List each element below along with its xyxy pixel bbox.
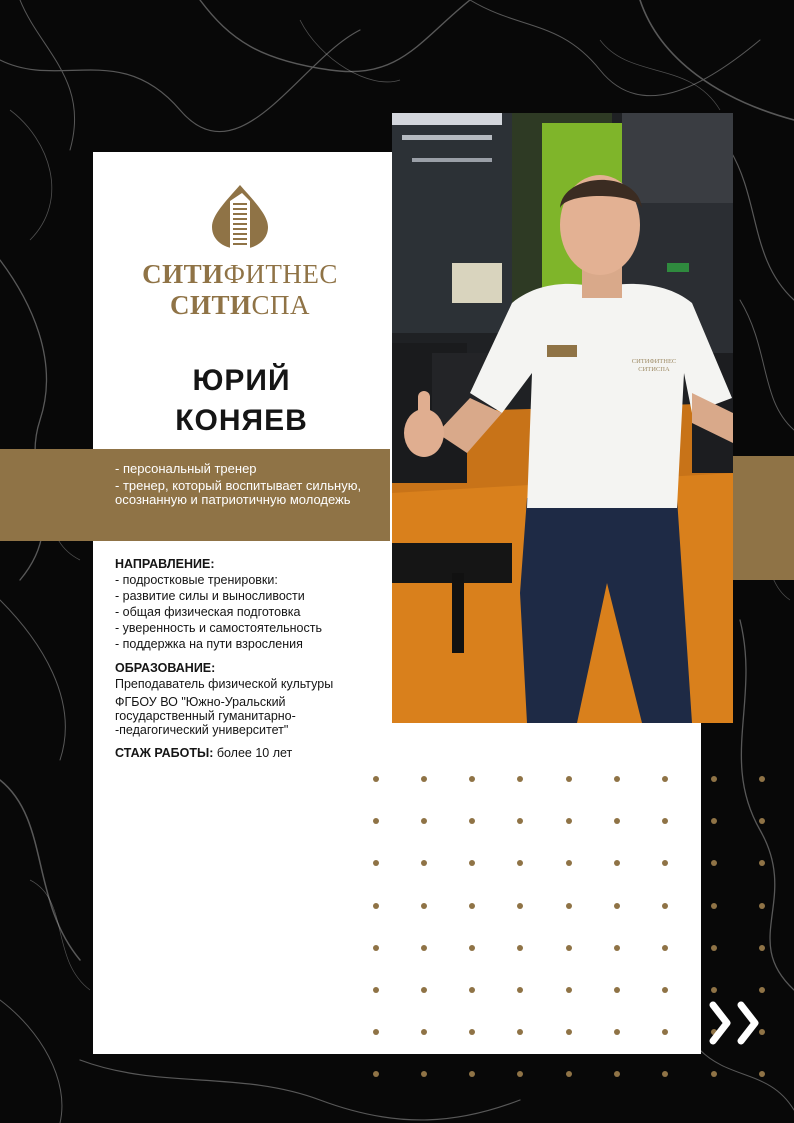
accent-band-right — [733, 456, 794, 580]
decor-dot — [566, 1071, 572, 1077]
decor-dot — [373, 903, 379, 909]
decor-dot — [469, 776, 475, 782]
brand-line-2 — [140, 290, 340, 321]
decor-dot — [662, 1029, 668, 1035]
decor-dot — [759, 987, 765, 993]
decor-dot — [469, 1071, 475, 1077]
decor-dot — [373, 945, 379, 951]
decor-dot — [566, 860, 572, 866]
education-university-line: государственный гуманитарно- — [115, 709, 296, 723]
brand-line-1-rest: ФИТНЕС — [223, 259, 338, 289]
double-chevron-right-icon — [709, 999, 765, 1047]
decor-dot — [662, 818, 668, 824]
education-university — [115, 695, 385, 737]
decor-dot — [662, 860, 668, 866]
decor-dot — [711, 860, 717, 866]
decor-dot — [662, 1071, 668, 1077]
decor-dot — [469, 1029, 475, 1035]
shirt-logo-line1: СИТИФИТНЕС — [631, 358, 677, 365]
decor-dot — [517, 903, 523, 909]
decor-dot — [711, 903, 717, 909]
decor-dot — [421, 1071, 427, 1077]
direction-item: - развитие силы и выносливости — [115, 589, 305, 603]
brand-line-2-rest: СПА — [251, 290, 311, 320]
decor-dot — [469, 903, 475, 909]
experience-label: СТАЖ РАБОТЫ: — [115, 746, 214, 760]
decor-dot — [373, 860, 379, 866]
decor-dot — [614, 1029, 620, 1035]
brand-line-2-bold: СИТИ — [169, 290, 252, 320]
direction-heading: НАПРАВЛЕНИЕ: — [115, 557, 215, 571]
last-name: КОНЯЕВ — [175, 404, 308, 437]
direction-item: - общая физическая подготовка — [115, 605, 301, 619]
decor-dot — [421, 1029, 427, 1035]
decor-dot — [614, 903, 620, 909]
decor-dot — [421, 860, 427, 866]
decor-dot — [469, 860, 475, 866]
first-name: ЮРИЙ — [192, 364, 291, 397]
trainer-photo — [392, 113, 733, 723]
decor-dot — [614, 776, 620, 782]
education-university-line: ФГБОУ ВО "Южно-Уральский — [115, 695, 286, 709]
decor-dot — [759, 818, 765, 824]
decor-dot — [373, 818, 379, 824]
education-heading: ОБРАЗОВАНИЕ: — [115, 661, 216, 675]
decor-dot — [759, 776, 765, 782]
decor-dot — [759, 903, 765, 909]
decor-dot — [711, 1071, 717, 1077]
roles-list — [115, 462, 380, 510]
decor-dot — [421, 945, 427, 951]
decor-dot — [373, 1071, 379, 1077]
shirt-logo — [624, 358, 684, 374]
decor-dot — [517, 818, 523, 824]
decor-dot — [662, 987, 668, 993]
decor-dot — [373, 1029, 379, 1035]
decor-dot — [469, 945, 475, 951]
decor-dot — [566, 945, 572, 951]
decor-dot — [759, 945, 765, 951]
decor-dot — [566, 776, 572, 782]
decor-dot — [421, 987, 427, 993]
decor-dot — [517, 1029, 523, 1035]
decor-dot — [421, 818, 427, 824]
decor-dot — [566, 818, 572, 824]
tower-drop-icon — [210, 183, 270, 251]
brand-logo — [140, 183, 340, 323]
decor-dot — [711, 987, 717, 993]
shirt-logo-line2: СИТИСПА — [638, 366, 670, 373]
decor-dot — [614, 818, 620, 824]
education-university-line: -педагогический университет" — [115, 723, 289, 737]
decor-dot — [469, 818, 475, 824]
decor-dot — [373, 776, 379, 782]
decor-dot — [662, 776, 668, 782]
direction-item: - подростковые тренировки: — [115, 573, 278, 587]
decor-dot — [517, 987, 523, 993]
decor-dot — [711, 818, 717, 824]
decor-dot — [421, 776, 427, 782]
decor-dot — [662, 903, 668, 909]
decor-dot — [373, 987, 379, 993]
decor-dot — [614, 987, 620, 993]
direction-item: - уверенность и самостоятельность — [115, 621, 322, 635]
decor-dot — [566, 1029, 572, 1035]
decor-dot — [614, 860, 620, 866]
experience — [115, 745, 385, 761]
decor-dot — [759, 1071, 765, 1077]
info-block — [115, 556, 385, 761]
education-line: Преподаватель физической культуры — [115, 677, 334, 691]
decor-dot — [662, 945, 668, 951]
decor-dot — [566, 903, 572, 909]
role-item: - персональный тренер — [115, 461, 257, 476]
brand-line-1-bold: СИТИ — [142, 259, 224, 289]
decor-dot — [517, 945, 523, 951]
role-item: - тренер, который воспитывает сильную, осознанную и патриотичную молодежь — [115, 478, 362, 507]
experience-value: более 10 лет — [213, 746, 293, 760]
decor-dot — [711, 776, 717, 782]
decor-dot — [566, 987, 572, 993]
decor-dot — [469, 987, 475, 993]
decor-dot — [421, 903, 427, 909]
decor-dot — [711, 945, 717, 951]
decor-dot — [614, 945, 620, 951]
decor-dot — [614, 1071, 620, 1077]
brand-line-1 — [140, 259, 340, 290]
decor-dot — [759, 860, 765, 866]
decor-dot — [517, 1071, 523, 1077]
direction-item: - поддержка на пути взросления — [115, 637, 303, 651]
decor-dot — [517, 776, 523, 782]
decor-dot — [517, 860, 523, 866]
